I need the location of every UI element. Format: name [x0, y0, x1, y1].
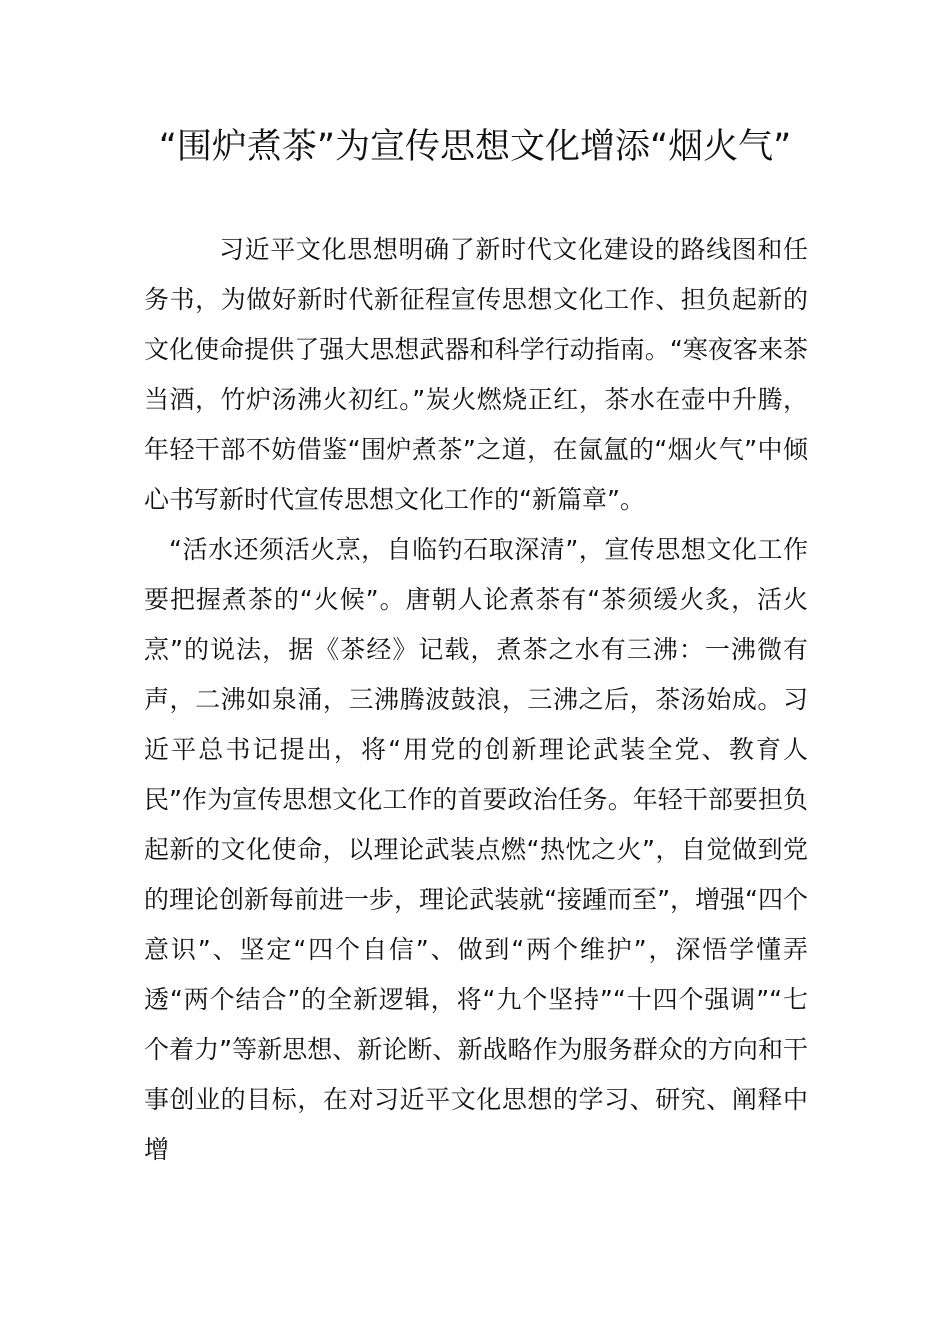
document-title: “围炉煮茶”为宣传思想文化增添“烟火气”: [158, 127, 792, 167]
paragraph-1: 习近平文化思想明确了新时代文化建设的路线图和任务书，为做好新时代新征程宣传思想文化工作、担负起新的文化使命提供了强大思想武器和科学行动指南。“寒夜客来茶当酒，竹炉汤沸火初红。”炭火燃烧正红，茶水在壶中升腾，年轻干部不妨借鉴“围炉煮茶”之道，在氤氲的“烟火气”中倾心书写新时代宣传思想文化工作的“新篇章”。: [144, 235, 808, 514]
paragraph-2: “活水还须活火烹，自临钓石取深清”，宣传思想文化工作要把握煮茶的“火候”。唐朝人论煮茶有“茶须缓火炙，活火烹”的说法，据《茶经》记载，煮茶之水有三沸：一沸微有声，二沸如泉涌，三沸腾波鼓浪，三沸之后，茶汤始成。习近平总书记提出，将“用党的创新理论武装全党、教育人民”作为宣传思想文化工作的首要政治任务。年轻干部要担负起新的文化使命，以理论武装点燃“热忱之火”，自觉做到党的理论创新每前进一步，理论武装就“接踵而至”，增强“四个意识”、坚定“四个自信”、做到“两个维护”，深悟学懂弄透“两个结合”的全新逻辑，将“九个坚持”“十四个强调”“七个着力”等新思想、新论断、新战略作为服务群众的方向和干事创业的目标，在对习近平文化思想的学习、研究、阐释中增: [144, 535, 808, 1164]
document-body: [144, 225, 808, 1175]
